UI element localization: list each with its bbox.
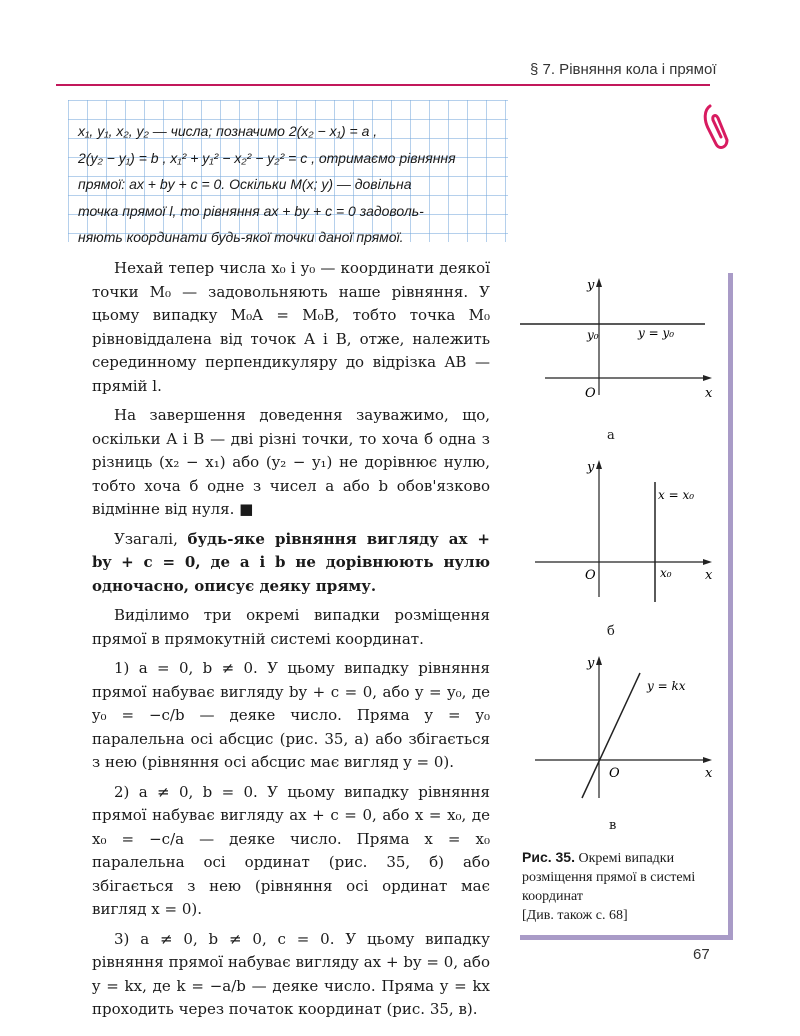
note-text: [78, 118, 498, 251]
sidebar-bottom-rule: [520, 935, 733, 940]
theorem-paragraph: [92, 528, 490, 599]
note-line: 2(y₂ − y₁) = b , x₁² + y₁² − x₂² − y₂² = c , отримаємо рівняння: [78, 149, 456, 166]
y-axis-label: y: [587, 656, 595, 671]
y0-label: y₀: [587, 328, 599, 342]
note-line: точка прямої l, то рівняння ax + by + c = 0 задоволь-: [78, 202, 424, 219]
origin-label: O: [585, 568, 596, 583]
figure-b-sublabel: б: [607, 624, 615, 639]
case-2: 2) a ≠ 0, b = 0. У цьому випадку рівняння прямої набуває вигляду ax + c = 0, або x = x₀, де x₀ = −c/a — деяке число. Пряма x = x₀ паралельна осі ординат (рис. 35, б) або збігається з нею (рівняння осі ординат має вигляд x = 0).: [92, 782, 490, 918]
figure-a-sublabel: а: [607, 428, 615, 443]
note-line: x₁, y₁, x₂, y₂ — числа; позначимо 2(x₂ − x₁) = a ,: [78, 123, 378, 139]
paperclip-icon: [700, 100, 734, 152]
note-line: прямої: ax + by + c = 0. Оскільки M(x; y) — довільна: [78, 176, 412, 192]
figure-c-sublabel: в: [609, 818, 617, 833]
line-label: y = kx: [647, 679, 686, 693]
caption-text: Окремі випадки розміщення прямої в системі координат: [522, 851, 696, 904]
x-axis-label: x: [705, 386, 713, 401]
caption-label: Рис. 35.: [522, 849, 575, 865]
x-axis-label: x: [705, 766, 713, 781]
line-label: y = y₀: [638, 326, 675, 340]
x-axis-label: x: [705, 568, 713, 583]
origin-label: O: [585, 386, 596, 401]
case-1: 1) a = 0, b ≠ 0. У цьому випадку рівняння прямої набуває вигляду by + c = 0, або y = y₀, де y₀ = −c/b — деяке число. Пряма y = y₀ паралельна осі абсцис (рис. 35, a) або збігається з нею (рівняння осі абсцис має вигляд y = 0).: [92, 659, 490, 771]
y-axis-label: y: [587, 460, 595, 475]
page-number: 67: [693, 946, 710, 963]
figure-caption: [522, 848, 722, 925]
figure-b-graph: [515, 457, 715, 607]
caption-ref: [Див. також с. 68]: [522, 908, 628, 923]
section-header: § 7. Рівняння кола і прямої: [530, 61, 717, 78]
figure-c-graph: [515, 653, 715, 803]
header-rule: [56, 84, 710, 86]
paragraph: На завершення доведення зауважимо, що, оскільки A і B — дві різні точки, то хоча б одна з різниць (x₂ − x₁) або (y₂ − y₁) не дорівнює нулю, тобто хоча б одне з чисел a або b обов'язково відмінне від нуля. ■: [92, 406, 490, 518]
paragraph: Нехай тепер числа x₀ і y₀ — координати деякої точки M₀ — задовольняють наше рівняння. У цьому випадку M₀A = M₀B, тобто точка M₀ рівновіддалена від точок A і B, отже, належить серединному перпендикуляру до відрізка AB — прямій l.: [92, 259, 490, 395]
note-line: няють координати будь-якої точки даної прямої.: [78, 229, 404, 245]
line-label: x = x₀: [658, 488, 695, 502]
main-text: [92, 257, 490, 1022]
origin-label: O: [609, 766, 620, 781]
case-3: 3) a ≠ 0, b ≠ 0, c = 0. У цьому випадку рівняння прямої набуває вигляду ax + by = 0, або y = kx, де k = −a/b — деяке число. Пряма y = kx проходить через початок координат (рис. 35, в).: [92, 929, 490, 1018]
paragraph: Виділимо три окремі випадки розміщення прямої в прямокутній системі координат.: [92, 606, 490, 648]
y-axis-label: y: [587, 278, 595, 293]
theorem-lead: Узагалі,: [114, 529, 178, 548]
sidebar-rule: [728, 273, 733, 940]
theorem-statement: будь-яке рівняння вигляду ax + by + c = 0, де a і b не дорівнюють нулю одночасно, описує деяку пряму.: [92, 529, 490, 595]
figure-a-graph: [515, 275, 715, 405]
x0-label: x₀: [660, 566, 672, 580]
